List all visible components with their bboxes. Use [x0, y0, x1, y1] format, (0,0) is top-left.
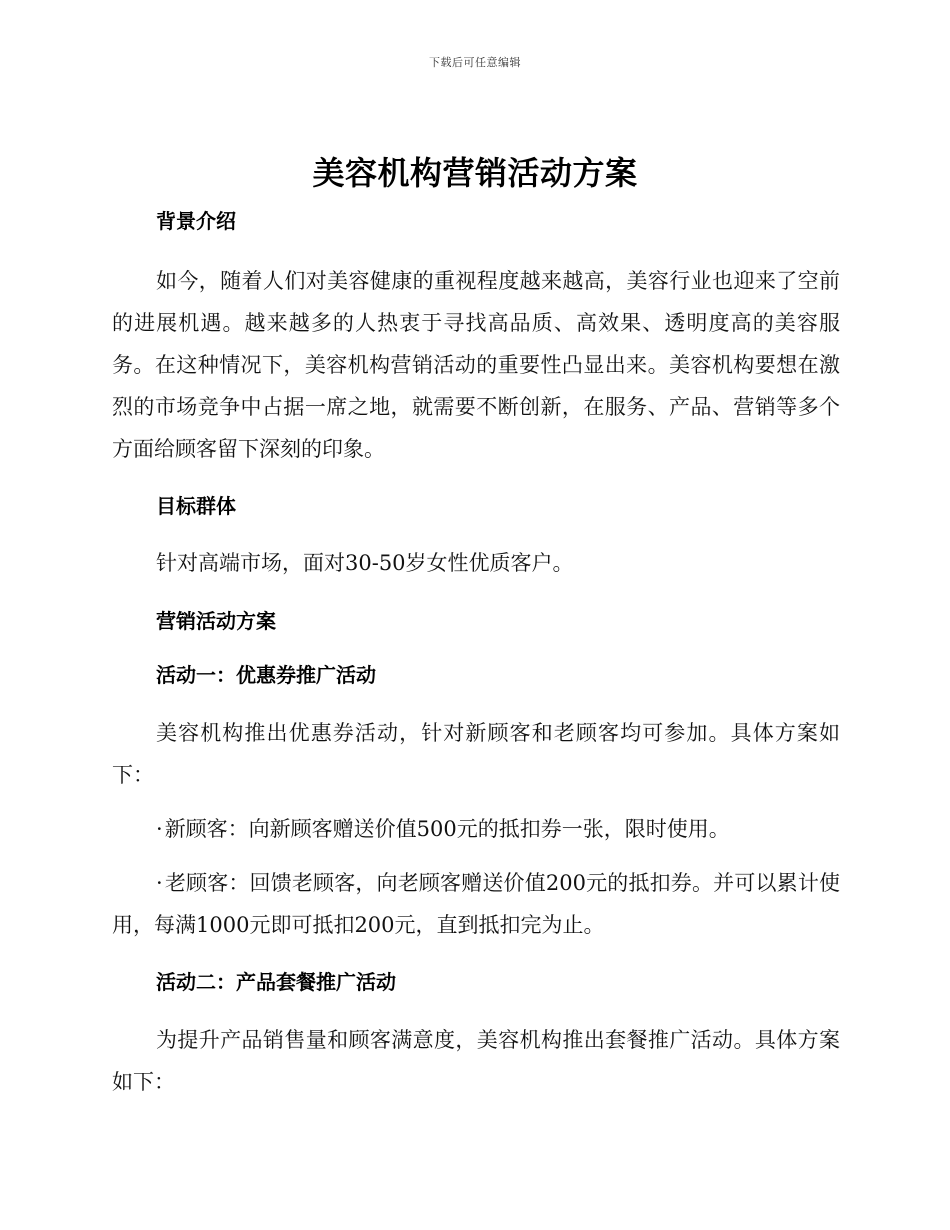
bullet-dot: ·	[156, 871, 163, 895]
section-heading-activity-1: 活动一：优惠券推广活动	[156, 663, 376, 687]
bullet-text: 老顾客：回馈老顾客，向老顾客赠送价值200元的抵扣券。并可以累计使用，每满1000元即可抵扣200元，直到抵扣完为止。	[112, 871, 840, 937]
page-header-note: 下载后可任意编辑	[429, 56, 521, 69]
section-heading-activity-2: 活动二：产品套餐推广活动	[156, 970, 396, 994]
activity-1-bullet-old-customer	[112, 862, 840, 946]
document-body	[112, 206, 840, 1103]
target-paragraph: 针对高端市场，面对30-50岁女性优质客户。	[156, 551, 574, 575]
document-title: 美容机构营销活动方案	[312, 154, 638, 192]
section-heading-background: 背景介绍	[156, 209, 236, 233]
bullet-text: 新顾客：向新顾客赠送价值500元的抵扣券一张，限时使用。	[164, 817, 730, 841]
section-heading-plan: 营销活动方案	[156, 609, 276, 633]
activity-1-intro: 美容机构推出优惠券活动，针对新顾客和老顾客均可参加。具体方案如下：	[112, 721, 840, 787]
background-paragraph: 如今，随着人们对美容健康的重视程度越来越高，美容行业也迎来了空前的进展机遇。越来越多的人热衷于寻找高品质、高效果、透明度高的美容服务。在这种情况下，美容机构营销活动的重要性凸显出来。美容机构要想在激烈的市场竞争中占据一席之地，就需要不断创新，在服务、产品、营销等多个方面给顾客留下深刻的印象。	[112, 269, 840, 461]
activity-1-bullet-new-customer	[112, 808, 840, 850]
bullet-dot: ·	[156, 817, 163, 841]
activity-2-intro: 为提升产品销售量和顾客满意度，美容机构推出套餐推广活动。具体方案如下：	[112, 1028, 840, 1094]
section-heading-target: 目标群体	[156, 494, 236, 518]
